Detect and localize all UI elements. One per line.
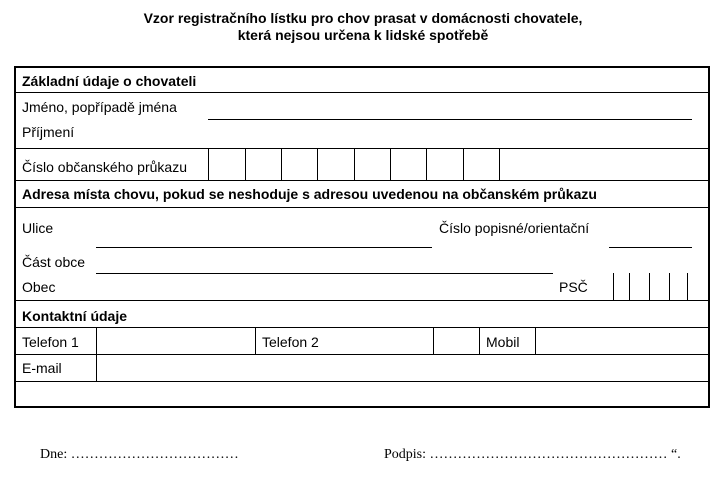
email-label: E-mail <box>22 360 62 376</box>
id-card-box[interactable] <box>208 148 245 180</box>
column-divider <box>255 327 256 354</box>
divider <box>16 381 708 382</box>
postcode-boxes[interactable] <box>613 273 688 300</box>
names-label: Jméno, popřípadě jména <box>22 99 177 115</box>
house-number-field[interactable] <box>609 247 692 248</box>
id-card-boxes[interactable] <box>208 148 500 180</box>
divider <box>16 300 708 301</box>
postcode-box[interactable] <box>613 273 629 300</box>
postcode-label: PSČ <box>559 279 588 295</box>
id-card-box[interactable] <box>426 148 463 180</box>
district-label: Část obce <box>22 254 86 270</box>
registration-form <box>14 66 710 408</box>
column-divider <box>479 327 480 354</box>
title-line-1: Vzor registračního lístku pro chov prasat v domácnosti chovatele, <box>143 10 583 26</box>
divider <box>16 327 708 328</box>
id-card-box[interactable] <box>390 148 426 180</box>
phone2-label: Telefon 2 <box>262 334 319 350</box>
postcode-box[interactable] <box>669 273 687 300</box>
date-line: Dne: ……………………………… <box>40 447 239 462</box>
id-card-box[interactable] <box>245 148 281 180</box>
id-card-box[interactable] <box>354 148 390 180</box>
municipality-label: Obec <box>22 279 56 295</box>
postcode-box[interactable] <box>649 273 669 300</box>
street-field[interactable] <box>96 247 432 248</box>
surname-label: Příjmení <box>22 124 75 140</box>
column-divider <box>535 327 536 354</box>
divider <box>16 354 708 355</box>
house-number-label: Číslo popisné/orientační <box>439 220 590 236</box>
divider <box>16 207 708 208</box>
names-field[interactable] <box>208 119 692 120</box>
form-title <box>0 10 726 44</box>
id-card-box[interactable] <box>281 148 317 180</box>
mobile-label: Mobil <box>486 334 520 350</box>
signature-line: Podpis: …………………………………………… “. <box>384 447 681 462</box>
street-label: Ulice <box>22 220 54 236</box>
title-line-2: která nejsou určena k lidské spotřebě <box>237 27 489 43</box>
section-contact-heading: Kontaktní údaje <box>22 308 128 324</box>
district-field[interactable] <box>96 273 553 274</box>
postcode-box-end <box>687 273 688 300</box>
id-card-box[interactable] <box>463 148 499 180</box>
phone1-label: Telefon 1 <box>22 334 79 350</box>
divider <box>16 92 708 93</box>
section-address-heading: Adresa místa chovu, pokud se neshoduje s adresou uvedenou na občanském průkazu <box>22 186 597 202</box>
section-basic-heading: Základní údaje o chovateli <box>22 73 197 89</box>
id-card-label: Číslo občanského průkazu <box>22 159 187 175</box>
divider <box>16 180 708 181</box>
id-card-box-end <box>499 148 500 180</box>
id-card-box[interactable] <box>317 148 354 180</box>
postcode-box[interactable] <box>629 273 649 300</box>
column-divider <box>433 327 434 354</box>
